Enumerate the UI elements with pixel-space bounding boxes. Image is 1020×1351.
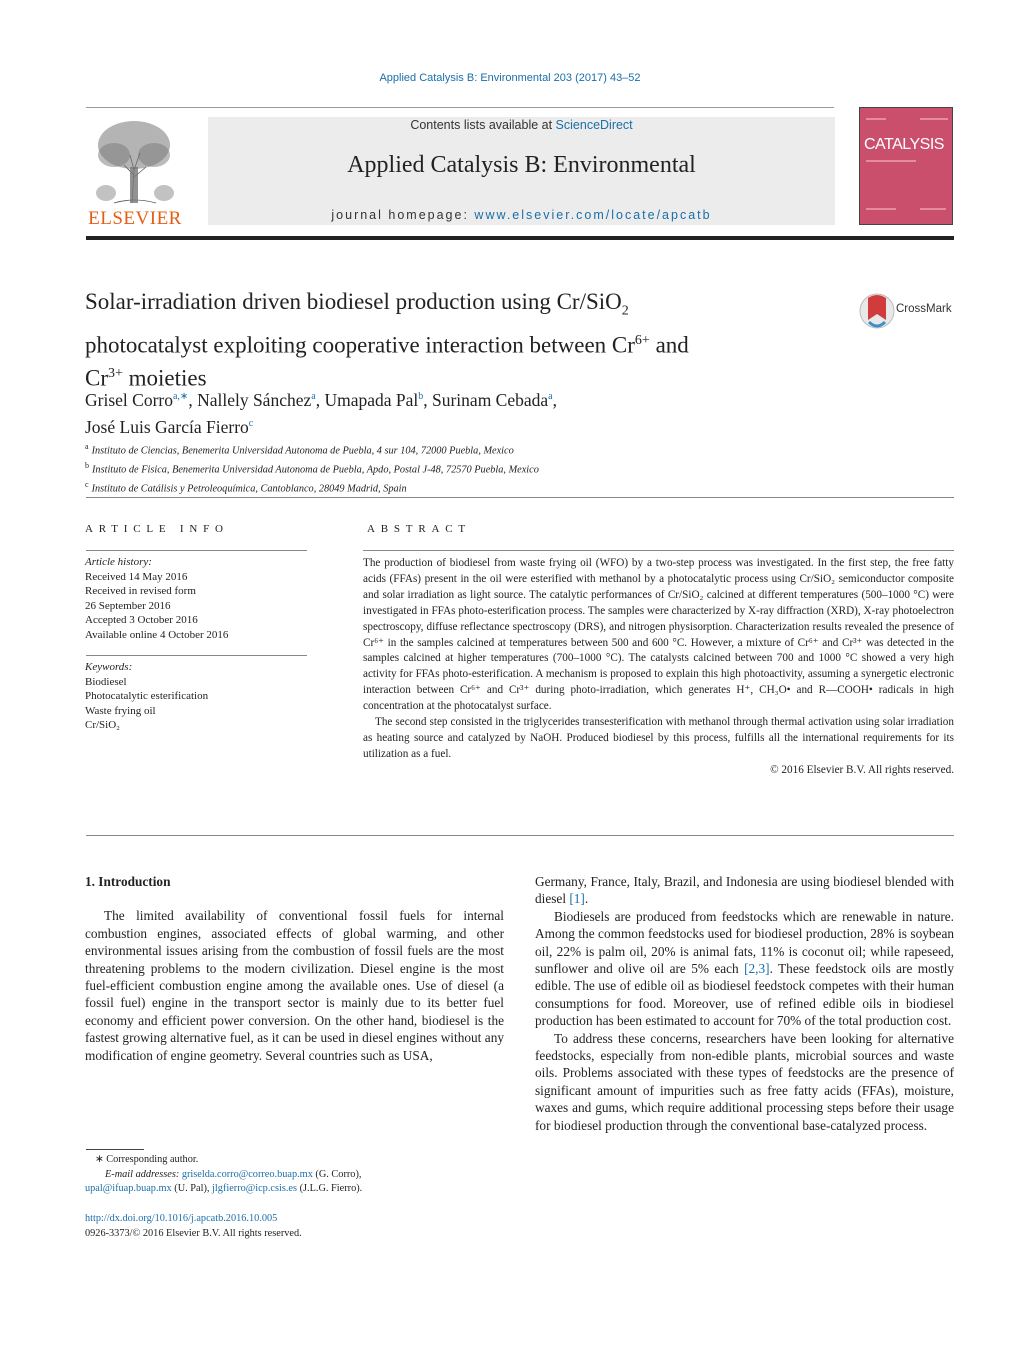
- history-item: Accepted 3 October 2016: [85, 614, 198, 626]
- journal-title: Applied Catalysis B: Environmental: [347, 152, 696, 178]
- title-line-3: Cr: [85, 365, 108, 391]
- doi-link[interactable]: http://dx.doi.org/10.1016/j.apcatb.2016.10.005: [85, 1213, 278, 1224]
- affiliation-item: [85, 478, 885, 497]
- author-affil-mark[interactable]: a,∗: [172, 391, 189, 402]
- affiliations: [85, 440, 885, 497]
- body-column-left: [85, 873, 504, 1064]
- footnotes: [85, 1153, 505, 1197]
- title-line-2-end: and: [649, 332, 689, 358]
- journal-cover-image[interactable]: [859, 107, 953, 225]
- affiliation-tag: c: [85, 479, 89, 489]
- article-history: [85, 555, 307, 642]
- title-sup-1: 6+: [634, 332, 650, 348]
- email-owner: (G. Corro),: [312, 1168, 362, 1180]
- copyright-line: © 2016 Elsevier B.V. All rights reserved.: [770, 763, 954, 776]
- author-name: Surinam Cebada: [432, 389, 549, 410]
- keyword-item: Waste frying oil: [85, 704, 156, 717]
- history-item: Available online 4 October 2016: [85, 628, 229, 641]
- article-title: [85, 287, 825, 393]
- article-info-heading: ARTICLE INFO: [85, 523, 229, 535]
- author-name: Umapada Pal: [324, 389, 419, 410]
- homepage-link[interactable]: www.elsevier.com/locate/apcatb: [474, 208, 712, 222]
- history-item: Received 14 May 2016: [85, 570, 188, 583]
- email-owner: (U. Pal),: [171, 1183, 213, 1194]
- keyword-item: Cr/SiO₂: [85, 719, 121, 731]
- info-rule: [86, 550, 307, 551]
- footnote-rule: [86, 1149, 144, 1150]
- journal-citation[interactable]: Applied Catalysis B: Environmental 203 (2017) 43–52: [379, 72, 641, 84]
- info-rule: [86, 655, 307, 656]
- author-affil-mark[interactable]: a: [311, 391, 316, 402]
- header-rule: [86, 107, 834, 108]
- keyword-item: Biodiesel: [85, 675, 127, 688]
- elsevier-wordmark: ELSEVIER: [88, 208, 182, 229]
- history-item: 26 September 2016: [85, 599, 171, 612]
- author-name: Grisel Corro: [85, 389, 173, 410]
- author-name: Nallely Sánchez: [197, 389, 312, 410]
- author-name: José Luis García Fierro: [85, 416, 249, 437]
- body-paragraph: To address these concerns, researchers have been looking for alternative feedstocks, especially from non-edible plants, microbial sources and waste oils. Problems associated with these types of feedstocks are the presence of significant amount of impurities such as free fatty acids (FFAs), moisture, waxes and gums, which require additional processing steps before their usage for biodiesel production through the conventional base-catalyzed process.: [535, 1030, 954, 1133]
- affiliation-text: Instituto de Catálisis y Petroleoquímica, Cantoblanco, 28049 Madrid, Spain: [91, 483, 407, 495]
- sciencedirect-link[interactable]: ScienceDirect: [555, 118, 633, 132]
- reference-link[interactable]: [1]: [569, 891, 585, 907]
- homepage-prefix: journal homepage:: [331, 208, 475, 222]
- body-paragraph: The limited availability of conventional fossil fuels for internal combustion engines, associated effects of global warming, and other environmental issues arising from the combustion of fossil fuels are the most threatening problems to the modern civilization. Diesel engine is the most fuel-efficient combustion engine among the available ones. Use of diesel (a fossil fuel) engine in the transport sector is mainly due to its better fuel economy and efficient power conversion. On the other hand, biodiesel is the fastest growing alternative fuel, as it can be used in diesel engines without any modification of engine geometry. Several countries such as USA,: [85, 908, 504, 1063]
- abstract-paragraph: The production of biodiesel from waste frying oil (WFO) by a two-step process was investigated. In the first step, the free fatty acids (FFAs) present in the oil were esterified with methanol by a photocatalytic process using Cr/SiO₂ semiconductor composite and solar irradiation as light source. The catalytic performances of Cr/SiO₂ calcined at different temperatures (500–1000 °C) were investigated in FFAs photo-esterification process. The samples were characterized by X-ray diffraction (XRD), X-ray photoelectron spectroscopy, diffuse reflectance spectroscopy (DRS), and nitrogen physisorption. Characterization results revealed the presence of Cr⁶⁺ in the samples calcined at temperatures between 500 and 600 °C. However, a mixture of Cr⁶⁺ and Cr³⁺ was detected in the samples calcined at higher temperatures (700–1000 °C). The catalysts calcined between 700 and 1000 °C showed a very high activity for FFAs photo-esterification. A mechanism is proposed to explain this high photoactivity, assuming a synergetic electronic interaction between Cr⁶⁺ and Cr³⁺ during photo-irradiation, which generates H⁺, CH₃O• and R—COOH• radicals in high concentration at the photocatalyst surface.: [363, 557, 954, 713]
- text-run: .: [584, 891, 589, 907]
- abstract-heading: ABSTRACT: [367, 523, 471, 535]
- title-line-1: Solar-irradiation driven biodiesel production using Cr/SiO: [85, 289, 622, 314]
- author-affil-mark[interactable]: a: [548, 391, 553, 402]
- text-run: . These feedstock oils are mostly edible. The use of edible oil as biodiesel feedstock competes with their human consumptions for food. Moreover, use of refined edible oils in biodiesel production has been estimated to account for 70% of the total production cost.: [535, 961, 954, 1029]
- email-owner: (J.L.G. Fierro).: [297, 1183, 363, 1194]
- affiliation-tag: a: [85, 442, 89, 451]
- email-label: E-mail addresses:: [105, 1168, 182, 1180]
- abstract-paragraph: The second step consisted in the triglycerides transesterification with methanol through thermal activation using solar irradiation as heating source and catalyzed by NaOH. Produced biodiesel by this process, fulfills all the international requirements for its utilization as a fuel.: [363, 716, 954, 760]
- history-item: Received in revised form: [85, 585, 196, 597]
- affiliation-text: Instituto de Ciencias, Benemerita Universidad Autonoma de Puebla, 4 sur 104, 72000 Puebla, Mexico: [91, 445, 514, 457]
- email-link[interactable]: griselda.corro@correo.buap.mx: [181, 1168, 313, 1180]
- section-heading: 1. Introduction: [85, 874, 171, 889]
- contents-prefix: Contents lists available at: [410, 118, 556, 132]
- doi-block: [85, 1212, 505, 1241]
- affiliation-item: [85, 459, 885, 478]
- abstract-body: [363, 556, 954, 779]
- author-list: Grisel Corro$^{a,∗}$, Nallely Sánchez$^a$, Umapada Pal$^b$, Surinam Cebada$^a$, José Luis García Fierro$^c$: [85, 389, 557, 437]
- email-note-cont: [85, 1182, 505, 1197]
- affiliation-rule: [86, 497, 954, 498]
- text-run: Biodiesels are produced from feedstocks which are renewable in nature. Among the common feedstocks used for biodiesel production, 28% is soybean oil, 22% is palm oil, 20% is animal fats, 11% is coconut oil; while rapeseed, sunflower and olive oil are 5% each: [535, 908, 954, 977]
- body-paragraph: [535, 908, 954, 1030]
- header-thick-rule: [86, 236, 954, 240]
- keywords: [85, 660, 307, 733]
- keywords-label: Keywords:: [85, 661, 133, 673]
- title-line-2: photocatalyst exploiting cooperative interaction between Cr: [85, 332, 635, 358]
- author-affil-mark[interactable]: c: [248, 417, 254, 429]
- text-run: Germany, France, Italy, Brazil, and Indonesia are using biodiesel blended with diesel: [535, 874, 954, 907]
- affiliation-tag: b: [85, 460, 89, 470]
- abstract-end-rule: [86, 835, 954, 836]
- title-sub: 2: [621, 303, 629, 319]
- affiliation-item: [85, 440, 885, 459]
- homepage-line: [208, 208, 835, 222]
- history-label: Article history:: [85, 556, 152, 568]
- corresponding-author-note: ∗ Corresponding author.: [95, 1154, 199, 1165]
- body-paragraph: [535, 873, 954, 908]
- issn-line: 0926-3373/© 2016 Elsevier B.V. All rights reserved.: [85, 1227, 302, 1239]
- abstract-rule: [363, 550, 954, 551]
- author-affil-mark[interactable]: b: [418, 391, 424, 402]
- email-link[interactable]: upal@ifuap.buap.mx: [85, 1183, 172, 1194]
- reference-link[interactable]: [2,3]: [744, 961, 770, 977]
- cover-wordmark: CATALYSIS: [864, 136, 944, 153]
- keyword-item: Photocatalytic esterification: [85, 690, 209, 702]
- crossmark-label[interactable]: CrossMark: [896, 303, 952, 315]
- affiliation-text: Instituto de Fisica, Benemerita Universidad Autonoma de Puebla, Apdo, Postal J-48, 72570 Puebla, Mexico: [92, 464, 539, 476]
- email-note: [85, 1168, 505, 1183]
- email-link[interactable]: jlgfierro@icp.csis.es: [212, 1183, 298, 1194]
- title-sup-2: 3+: [108, 366, 123, 382]
- title-line-3-end: moieties: [122, 365, 207, 391]
- body-column-right: [535, 873, 954, 1134]
- contents-line: [208, 118, 835, 132]
